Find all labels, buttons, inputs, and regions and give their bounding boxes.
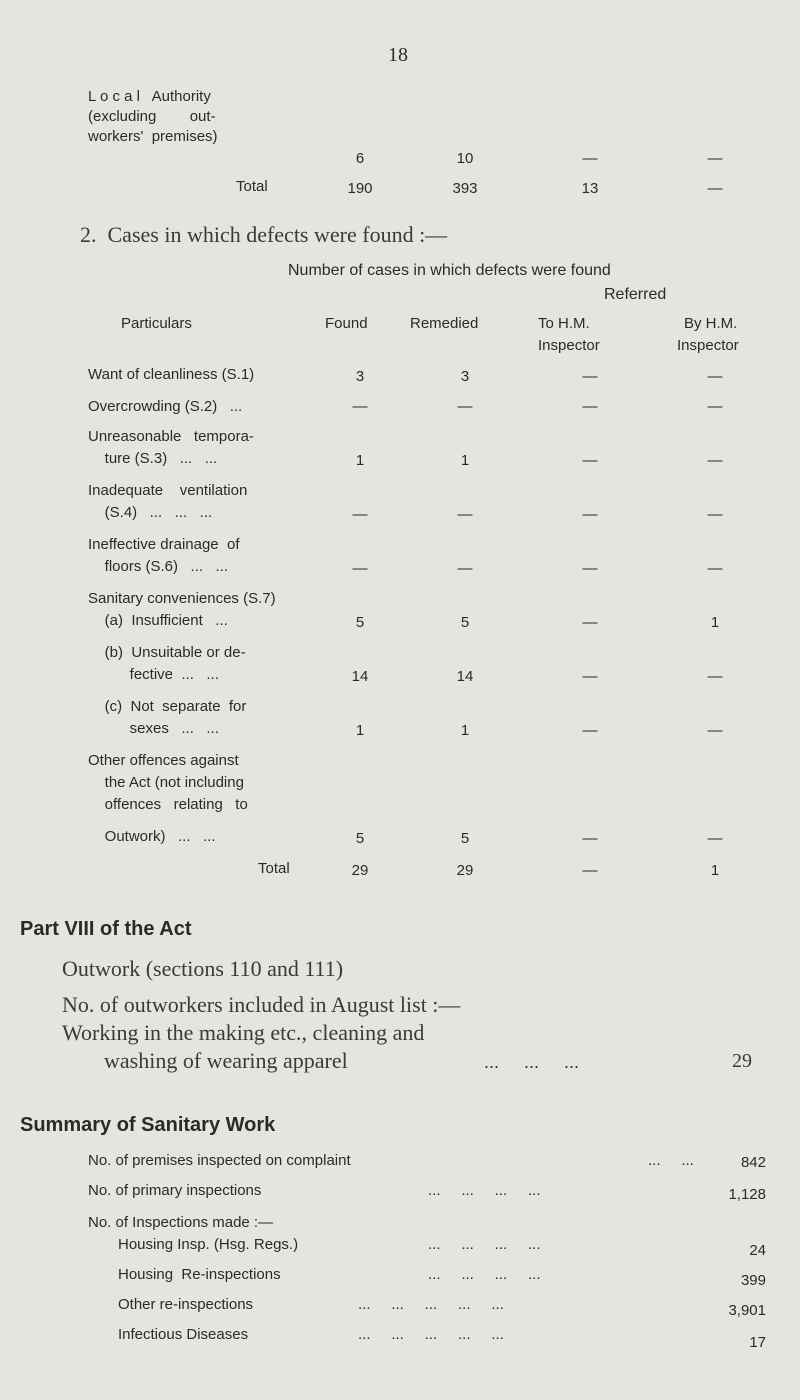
summary-row-primary-value: 1,128	[728, 1186, 766, 1203]
summary-row-other-reinsp-leader: ... ... ... ... ...	[358, 1296, 504, 1313]
row-unreasonable-temperature-l2: ture (S.3) ... ...	[88, 450, 218, 467]
r2-found: 1	[355, 452, 365, 469]
col-to-hm-line1: To H.M.	[538, 315, 590, 332]
r8-by-hm: —	[707, 830, 723, 847]
summary-row-housing-reinsp-value: 399	[740, 1272, 766, 1289]
referred-header: Referred	[604, 286, 667, 303]
row-other-offences-l5: Outwork) ... ...	[88, 828, 216, 845]
r7-by-hm: —	[707, 722, 723, 739]
la-found: 6	[355, 150, 365, 167]
row-other-offences-l3: offences relating to	[88, 796, 248, 813]
col-by-hm-line2: Inspector	[677, 337, 739, 354]
row-other-offences-l1: Other offences against	[88, 752, 239, 769]
r1-found: —	[352, 398, 368, 415]
row-inadequate-ventilation-l2: (S.4) ... ... ...	[88, 504, 213, 521]
local-authority-line3: workers' premises)	[88, 128, 218, 145]
part8-washing-line: washing of wearing apparel	[104, 1048, 348, 1073]
r2-remedied: 1	[460, 452, 470, 469]
local-authority-line2: (excluding out-	[88, 108, 216, 125]
row-sanitary-conveniences-l2: (a) Insufficient ...	[88, 612, 228, 629]
row-sanitary-conveniences-l1: Sanitary conveniences (S.7)	[88, 590, 276, 607]
part8-outwork-line: Outwork (sections 110 and 111)	[62, 956, 344, 981]
summary-row-other-reinsp-value: 3,901	[728, 1302, 766, 1319]
la-to-hm: —	[582, 150, 598, 167]
r2-to-hm: —	[582, 452, 598, 469]
summary-row-other-reinsp-label: Other re-inspections	[118, 1296, 254, 1313]
r4-found: —	[352, 560, 368, 577]
part8-outworkers-line: No. of outworkers included in August list :—	[62, 992, 461, 1017]
s2-total-to-hm: —	[582, 862, 598, 879]
r8-remedied: 5	[460, 830, 470, 847]
summary-row-housing-reinsp-leader: ... ... ... ...	[428, 1266, 541, 1283]
summary-heading: Summary of Sanitary Work	[20, 1114, 276, 1136]
r1-to-hm: —	[582, 398, 598, 415]
defects-header-line: Number of cases in which defects were found	[288, 262, 611, 279]
r6-by-hm: —	[707, 668, 723, 685]
s1-total-by-hm: —	[707, 180, 723, 197]
row-not-separate-l2: sexes ... ...	[88, 720, 219, 737]
r7-found: 1	[355, 722, 365, 739]
col-found: Found	[325, 315, 368, 332]
summary-row-housing-insp-leader: ... ... ... ...	[428, 1236, 541, 1253]
r3-remedied: —	[457, 506, 473, 523]
r7-to-hm: —	[582, 722, 598, 739]
r7-remedied: 1	[460, 722, 470, 739]
summary-row-infectious-label: Infectious Diseases	[118, 1326, 249, 1343]
part8-leader-dots: ... ... ...	[484, 1052, 580, 1072]
r1-by-hm: —	[707, 398, 723, 415]
row-other-offences-l2: the Act (not including	[88, 774, 244, 791]
s2-total-found: 29	[351, 862, 369, 879]
section1-total-label: Total	[236, 178, 268, 195]
row-ineffective-drainage-l1: Ineffective drainage of	[88, 536, 240, 553]
row-unsuitable-defective-l2: fective ... ...	[88, 666, 219, 683]
r2-by-hm: —	[707, 452, 723, 469]
section2-heading: 2. Cases in which defects were found :—	[80, 222, 448, 247]
row-want-of-cleanliness: Want of cleanliness (S.1)	[88, 366, 255, 383]
summary-row-housing-insp-label: Housing Insp. (Hsg. Regs.)	[118, 1236, 299, 1253]
summary-row-complaint-leader: ... ...	[648, 1152, 694, 1169]
r0-by-hm: —	[707, 368, 723, 385]
summary-row-inspections-made-label: No. of Inspections made :—	[88, 1214, 274, 1231]
r1-remedied: —	[457, 398, 473, 415]
row-ineffective-drainage-l2: floors (S.6) ... ...	[88, 558, 229, 575]
s2-total-by-hm: 1	[710, 862, 720, 879]
summary-row-housing-insp-value: 24	[749, 1242, 766, 1259]
r4-to-hm: —	[582, 560, 598, 577]
r6-remedied: 14	[456, 668, 474, 685]
local-authority-line1: L o c a l Authority	[88, 88, 211, 105]
r6-to-hm: —	[582, 668, 598, 685]
r4-remedied: —	[457, 560, 473, 577]
r0-to-hm: —	[582, 368, 598, 385]
part8-heading: Part VIII of the Act	[20, 918, 192, 940]
r3-to-hm: —	[582, 506, 598, 523]
r4-by-hm: —	[707, 560, 723, 577]
part8-working-line: Working in the making etc., cleaning and	[62, 1020, 425, 1045]
r0-remedied: 3	[460, 368, 470, 385]
section2-total-label: Total	[258, 860, 290, 877]
r5-found: 5	[355, 614, 365, 631]
r8-to-hm: —	[582, 830, 598, 847]
summary-row-primary-label: No. of primary inspections	[88, 1182, 262, 1199]
r6-found: 14	[351, 668, 369, 685]
page-number: 18	[388, 44, 408, 66]
col-by-hm-line1: By H.M.	[684, 315, 738, 332]
summary-row-complaint-value: 842	[740, 1154, 766, 1171]
r0-found: 3	[355, 368, 365, 385]
r8-found: 5	[355, 830, 365, 847]
row-overcrowding: Overcrowding (S.2) ...	[88, 398, 243, 415]
col-to-hm-line2: Inspector	[538, 337, 600, 354]
row-inadequate-ventilation-l1: Inadequate ventilation	[88, 482, 248, 499]
summary-row-infectious-leader: ... ... ... ... ...	[358, 1326, 504, 1343]
s2-total-remedied: 29	[456, 862, 474, 879]
la-remedied: 10	[456, 150, 474, 167]
la-by-hm: —	[707, 150, 723, 167]
row-unreasonable-temperature-l1: Unreasonable tempora-	[88, 428, 254, 445]
row-not-separate-l1: (c) Not separate for	[88, 698, 247, 715]
r3-found: —	[352, 506, 368, 523]
r5-by-hm: 1	[710, 614, 720, 631]
part8-value: 29	[732, 1050, 752, 1072]
summary-row-complaint-label: No. of premises inspected on complaint	[88, 1152, 351, 1169]
col-particulars: Particulars	[121, 315, 192, 332]
summary-row-primary-leader: ... ... ... ...	[428, 1182, 541, 1199]
col-remedied: Remedied	[410, 315, 479, 332]
summary-row-infectious-value: 17	[749, 1334, 766, 1351]
row-unsuitable-defective-l1: (b) Unsuitable or de-	[88, 644, 246, 661]
s1-total-to-hm: 13	[581, 180, 599, 197]
summary-row-housing-reinsp-label: Housing Re-inspections	[118, 1266, 281, 1283]
r5-to-hm: —	[582, 614, 598, 631]
r5-remedied: 5	[460, 614, 470, 631]
r3-by-hm: —	[707, 506, 723, 523]
s1-total-found: 190	[347, 180, 373, 197]
s1-total-remedied: 393	[452, 180, 478, 197]
